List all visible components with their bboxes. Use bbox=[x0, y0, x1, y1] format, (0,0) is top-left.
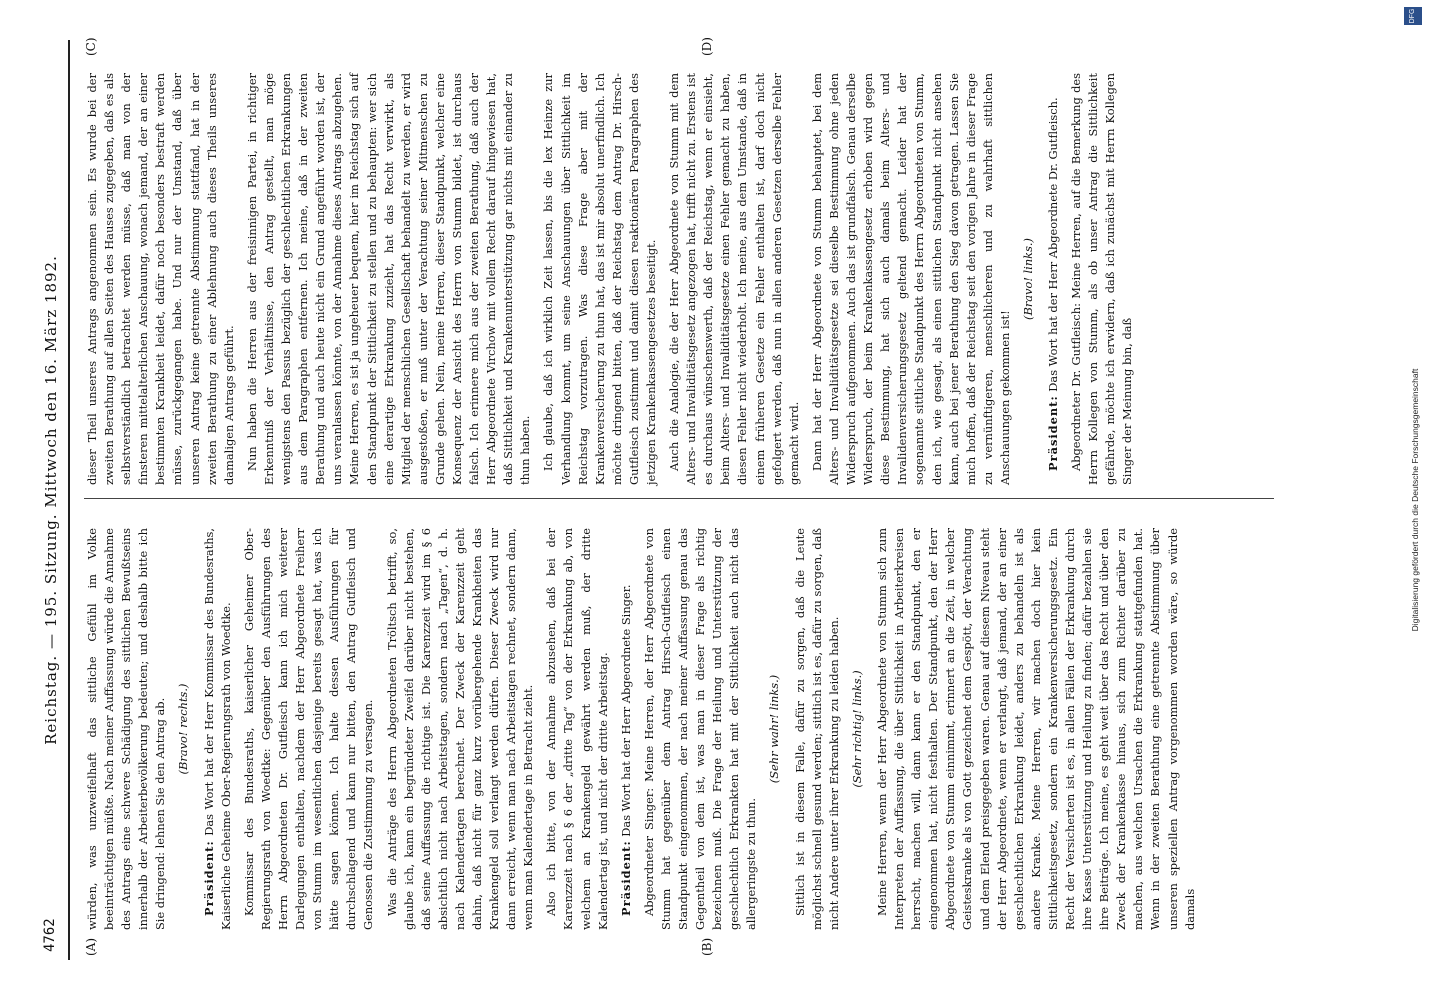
paragraph: dieser Theil unseres Antrags angenommen sein. Es wurde bei der zweiten Berathung auf allen Seiten des Hauses zugegeben, daß es als selbstverständlich betrachtet werden müsse, daß man von der finsteren mittelalterlichen Anschauung, wonach jemand, der an einer bestimmten Krankheit leidet, dafür noch besonders bestraft werden müsse, zurückgegangen habe. Und nur der Umstand, daß über unseren Antrag keine getrennte Abstimmung stattfand, hat in der zweiten Berathung zu einer Ablehnung auch dieses Theils unseres damaligen Antrags geführt. bbox=[85, 73, 236, 485]
margin-marker-a: (A) bbox=[84, 937, 98, 956]
speaker-label: Präsident: bbox=[201, 840, 216, 916]
column-divider bbox=[84, 498, 1274, 499]
paragraph: Abgeordneter Dr. Gutfleisch: Meine Herren, auf die Bemerkung des Herrn Kollegen von Stumm, als ob unser Antrag die Sittlichkeit gefährde, möchte ich erwidern, daß ich zunächst mit Herrn Kollegen Singer der Meinung bin, daß bbox=[1069, 73, 1135, 485]
paragraph: Abgeordneter Singer: Meine Herren, der Herr Abgeordnete von Stumm hat gegenüber dem Antrag Hirsch-Gutfleisch einen Standpunkt eingenommen, der nach meiner Auffassung genau das Gegentheil von dem ist, was man in dieser Frage als richtig bezeichnen muß. Die Frage der Heilung und Unterstützung der geschlechtlich Erkrankten hat mit der Sittlichkeit auch nicht das allergeringste zu thun. bbox=[641, 528, 759, 930]
running-title: Reichstag. — 195. Sitzung. Mittwoch den 16. März 1892. bbox=[42, 255, 60, 745]
paragraph: Also ich bitte, von der Annahme abzusehen, daß bei der Karenzzeit nach § 6 der „dritte Tag“ von der Erkrankung ab, von welchem an Krankengeld gewährt werden muß, der dritte Kalendertag ist, und nicht der dritte Arbeitstag. bbox=[544, 528, 610, 930]
paragraph: würden, was unzweifelhaft das sittliche Gefühl im Volke beeinträchtigen müßte. Nach meiner Auffassung würde die Annahme des Antrags eine schwere Schädigung des sittlichen Bewußtseins innerhalb der Arbeiterbevölkerung bedeuten; und deshalb bitte ich Sie dringend: lehnen Sie den Antrag ab. bbox=[85, 528, 168, 930]
paragraph: Kommissar des Bundesraths, kaiserlicher Geheimer Ober-Regierungsrath von Woedtke: Gegenüber den Ausführungen des Herrn Abgeordneten Dr. Gutfleisch kann ich mich weiterer Darlegungen enthalten, nachdem der Herr Abgeordnete Freiherr von Stumm im wesentlichen dasjenige bereits gesagt hat, was ich hätte sagen können. Ich halte dessen Ausführungen für durchschlagend und kann nur bitten, den Antrag Gutfleisch und Genossen die Zustimmung zu versagen. bbox=[241, 528, 376, 930]
page-header bbox=[38, 40, 70, 960]
left-column bbox=[84, 528, 1205, 930]
paragraph: Auch die Analogie, die der Herr Abgeordnete von Stumm mit dem Alters- und Invaliditätsgesetz angezogen hat, trifft nicht zu. Erstens ist es durchaus wünschenswerth, daß der Reichstag, wenn er einsieht, beim Alters- und Invaliditätsgesetze einen Fehler gemacht zu haben, diesen Fehler nicht wiederholt. Ich meine, aus dem Umstande, daß in einem früheren Gesetze ein Fehler enthalten ist, darf doch nicht gefolgert werden, daß nun in allen anderen Gesetzen derselbe Fehler gemacht wird. bbox=[667, 73, 801, 485]
paragraph: Ich glaube, daß ich wirklich Zeit lassen, bis die lex Heinze zur Verhandlung kommt, um seine Anschauungen über Sittlichkeit im Reichstag vorzutragen. Was diese Frage aber mit der Krankenversicherung zu thun hat, das ist mir absolut unerfindlich. Ich möchte dringend bitten, daß der Reichstag dem Antrag Dr. Hirsch-Gutfleisch zustimmt und damit diesen reaktionären Paragraphen des jetzigen Krankenkassengesetzes beseitigt. bbox=[541, 73, 658, 485]
speech-text: Das Wort hat der Herr Abgeordnete Singer. bbox=[618, 584, 633, 837]
applause-note: (Sehr richtig! links.) bbox=[849, 670, 864, 788]
paragraph: Sittlich ist in diesem Falle, dafür zu sorgen, daß die Leute möglichst schnell gesund werden; sittlich ist es, dafür zu sorgen, daß nicht Andere unter ihrer Erkrankung zu leiden haben. bbox=[792, 528, 841, 930]
margin-marker-c: (C) bbox=[84, 37, 98, 56]
speech-text: Das Wort hat der Herr Abgeordnete Dr. Gutfleisch. bbox=[1046, 97, 1061, 392]
margin-marker-d: (D) bbox=[700, 37, 714, 56]
margin-marker-b: (B) bbox=[700, 937, 714, 956]
page-number: 4762 bbox=[42, 918, 58, 952]
speaker-paragraph bbox=[618, 528, 635, 930]
dfg-logo: DFG bbox=[1404, 7, 1422, 25]
applause-note: (Bravo! rechts.) bbox=[176, 683, 191, 775]
paragraph: Dann hat der Herr Abgeordnete von Stumm behauptet, bei dem Alters- und Invaliditätsgesetze sei dieselbe Bestimmung ohne jeden Widerspruch aufgenommen. Auch das ist grundfalsch. Genau derselbe Widerspruch, der beim Krankenkassengesetz erhoben wird gegen diese Bestimmung, hat sich auch damals beim Alters- und Invalidenversicherungsgesetz geltend gemacht. Leider hat der sogenannte sittliche Standpunkt des Herrn Abgeordneten von Stumm, den ich, wie gesagt, als einen sittlichen Standpunkt nicht ansehen kann, auch bei jener Berathung den Sieg davon getragen. Lassen Sie mich hoffen, daß der Reichstag seit den vorigen Jahre in dieser Frage zu vernünftigeren, menschlicheren und zu wahrhaft sittlichen Anschauungen gekommen ist! bbox=[809, 73, 1012, 485]
speech-text: Das Wort hat der Herr Kommissar des Bundesraths, Kaiserliche Geheime Ober-Regierungsrath von Woedtke. bbox=[201, 528, 233, 930]
speaker-paragraph bbox=[1045, 73, 1062, 485]
speaker-paragraph bbox=[201, 528, 235, 930]
applause-note: (Sehr wahr! links.) bbox=[767, 674, 782, 784]
paragraph: Meine Herren, wenn der Herr Abgeordnete von Stumm sich zum Interpreten der Auffassung, die über Sittlichkeit in Arbeiterkreisen herrscht, machen will, dann kann er den Standpunkt, den er eingenommen hat, nicht festhalten. Der Standpunkt, den der Herr Abgeordnete von Stumm einnimmt, erinnert an die Zeit, in welcher Geisteskranke als von Gott gezeichnet dem Gespött, der Verachtung und dem Elend preisgegeben waren. Genau auf diesem Niveau steht der Herr Abgeordnete, wenn er verlangt, daß jemand, der an einer geschlechtlichen Erkrankung leidet, anders zu behandeln ist als andere Kranke. Meine Herren, wir machen doch hier kein Sittlichkeitsgesetz, sondern ein Krankenversicherungsgesetz. Ein Recht der Versicherten ist es, in allen Fällen der Erkrankung durch ihre Kasse Unterstützung und Heilung zu finden; dafür bezahlen sie ihre Beiträge. Ich meine, es geht weit über das Recht und über den Zweck der Krankenkasse hinaus, sich zum Richter darüber zu machen, aus welchen Ursachen die Erkrankung stattgefunden hat. Wenn in der zweiten Berathung eine getrennte Abstimmung über unseren speziellen Antrag vorgenommen worden wäre, so würde damals bbox=[874, 528, 1197, 930]
speaker-label: Präsident: bbox=[618, 840, 633, 916]
applause-note: (Bravo! links.) bbox=[1020, 238, 1035, 320]
right-column bbox=[84, 73, 1143, 485]
paragraph: Was die Anträge des Herrn Abgeordneten Tröltsch betrifft, so, glaube ich, kann ein begründeter Zweifel darüber nicht bestehen, daß seine Auffassung die richtige ist. Die Karenzzeit wird im § 6 absichtlich nicht nach Arbeitstagen, sondern nach „Tagen“, d. h. nach Kalendertagen berechnet. Der Zweck der Karenzzeit geht dahin, daß nicht für ganz kurz vorübergehende Krankheiten das Krankengeld soll verlangt werden dürfen. Dieser Zweck wird nur dann erreicht, wenn man nach Arbeitstagen rechnet, sondern dann, wenn man Kalendertage in Betracht zieht. bbox=[384, 528, 536, 930]
paragraph: Nun haben die Herren aus der freisinnigen Partei, in richtiger Erkenntniß der Verhältnisse, den Antrag gestellt, man möge wenigstens den Passus bezüglich der geschlechtlichen Erkrankungen aus dem Paragraphen entfernen. Ich meine, daß in der zweiten Berathung und auch heute nicht ein Grund angeführt worden ist, der uns veranlassen könnte, von der Annahme dieses Antrags abzugehen. Meine Herren, es ist ja ungeheuer bequem, hier im Reichstag sich auf den Standpunkt der Sittlichkeit zu stellen und zu behaupten: wer sich eine derartige Erkrankung zuzieht, hat das Recht verwirkt, als Mitglied der menschlichen Gesellschaft behandelt zu werden, er wird ausgestoßen, er muß unter der Verachtung seiner Mitmenschen zu Grunde gehen. Nein, meine Herren, dieser Standpunkt, welcher eine Konsequenz der Ansicht des Herrn von Stumm bildet, ist durchaus falsch. Ich erinnere mich aus der zweiten Berathung, daß auch der Herr Abgeordnete Virchow mit vollem Recht darauf hingewiesen hat, daß Sittlichkeit und Krankenunterstützung gar nichts mit einander zu thun haben. bbox=[244, 73, 533, 485]
funding-notice: Digitalisierung gefördert durch die Deutsche Forschungsgemeinschaft bbox=[1410, 368, 1420, 632]
speaker-label: Präsident: bbox=[1046, 395, 1061, 471]
